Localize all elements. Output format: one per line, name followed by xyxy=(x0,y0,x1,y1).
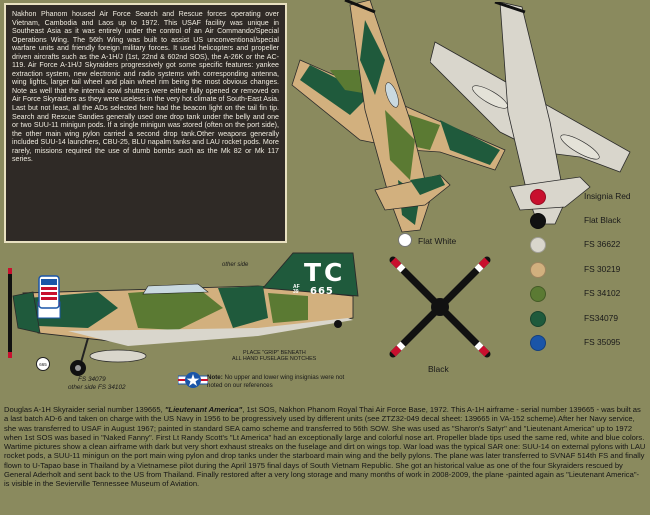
insignia-note xyxy=(207,374,357,390)
swatch-fs-35095 xyxy=(530,334,648,354)
tail-serial-prefix xyxy=(293,285,300,295)
description-lead: Douglas A-1H Skyraider serial number 139665, xyxy=(4,405,165,414)
intro-text: Nakhon Phanom housed Air Force Search and Rescue forces operating over Vietnam, Cambodia and Laos up to 1972. This USAF facility was unique in Southeast Asia as it was entirely under the control of an Air Commando/Special Operations Wing. The 56th Wing was built to assist US unconventional/special warfare units and friendly foreign military forces. It used helicopters and propeller driven aircrafts such as the A-1H/J (1st, 22nd & 602nd SOS), the A-26K or the AC-119. Air Force A-1H/J Skyraiders progressively got some specific features: yankee extraction system, new electronic and radio systems with corresponding antenna, wing lights, larger tail wheel and plain wheel rim being the most obvious changes. Note as well that the internal cowl shutters were either fully opened or removed on Air Force Skyraiders as they were useless in the very hot climate of South-East Asia. Last but not least, all the ADs selected here had the beacon light on the tail fin tip. Search and Rescue Sandies generally used one drop tank under the belly and one or two SUU-11 minigun pods. If a single minigun was stored (often on the port side), the other main wing pylon carried a second drop tank.Other weapons generally included SUU-14 launchers, CBU-25, BLU napalm tanks and LAU rocket pods. More rarely, missions required the use of dumb bombs such as the Mk 82 or Mk 117 series. xyxy=(12,10,279,164)
aircraft-name: "Lieutenant America" xyxy=(164,405,243,414)
swatch-label: FS34079 xyxy=(584,313,618,323)
swatch-dot xyxy=(530,262,546,278)
nose-art-closeup xyxy=(38,275,60,309)
swatch-fs-34079 xyxy=(530,310,648,330)
swatch-insignia-red xyxy=(530,188,648,208)
grip-notice-line2: ALL HAND FUSELAGE NOTCHES xyxy=(232,356,317,362)
description-body: , 1st SOS, Nakhon Phanom Royal Thai Air Force Base, 1972. This A-1H airframe - serial number 139665 - was built as a last batch AD-6 and taken on charge with the US Navy in 1956 to be progressively used by different units (see ZTZ32-049 decal sheet: 139665 in VA-152 scheme).After her Navy service, she was transferred to USAF in August 1967; painted in standard SEA camo scheme and transferred to 56th SOW. She was used as "Sharon's Satyr" and "Lieutenant America" up to 1972 when 1st SOS was based in "Naked Fanny". First Lt Randy Scott's "Lt America" had an exceptionally large and colorful nose art. Propeller blade tips used the same red, white and blue colors. Wartime pictures show a clean airframe with dark but very short exhaust streaks on the fuselage and dirt on wings top. War load was the typical SAR one: SUU-14 on external pylons with LAU rocket pods, a SUU-11 minigun on the port main wing pylon and drop tanks under the starboard main wing and the belly pylons. The plane was later transferred to SVNAF 514th FS and finally flown to U-Tapao base in Thailand by a Vietnamese pilot during the April 1975 final days of South Vietnam Republic. She got an historical value as one of the four Skyraiders rescued by General Aderholt and sent back to the US from Thailand. Finally restored after a very long storage and many months of work in 2008-2009, the plane -painted again as "Lieutenant America"- is visible in the Sevierville Tennessee Museum of Aviation. xyxy=(4,405,646,488)
swatch-dot xyxy=(530,213,546,229)
swatch-dot xyxy=(530,237,546,253)
other-side-fs-label: other side FS 34102 xyxy=(68,384,126,391)
swatch-label: FS 30219 xyxy=(584,264,621,274)
swatch-label: Insignia Red xyxy=(584,191,631,201)
serial-badge-number: 665 xyxy=(39,362,47,367)
swatch-dot xyxy=(530,286,546,302)
swatch-flat-black xyxy=(530,212,648,232)
swatch-label: FS 35095 xyxy=(584,337,621,347)
swatch-fs-30219 xyxy=(530,261,648,281)
intro-text-panel xyxy=(4,3,287,243)
note-body: No upper and lower wing insignias were not noted on our references xyxy=(207,374,345,389)
grip-notice-line1: PLACE "GRIP" BENEATH xyxy=(243,350,306,356)
serial-badge xyxy=(36,357,50,371)
propeller-diagram xyxy=(385,252,495,362)
swatch-fs-36622 xyxy=(530,236,648,256)
note-bold: Note: xyxy=(207,374,223,381)
black-label: Black xyxy=(428,364,449,374)
fs-34079-label: FS 34079 xyxy=(78,376,106,383)
aircraft-description xyxy=(4,405,646,513)
swatch-fs-34102 xyxy=(530,285,648,305)
usaf-roundel-icon xyxy=(178,370,208,390)
swatch-label: FS 36622 xyxy=(584,239,621,249)
tail-af-top: AF xyxy=(293,284,300,290)
swatch-dot xyxy=(530,189,546,205)
swatch-dot xyxy=(530,311,546,327)
tail-af-bottom: 39 xyxy=(293,289,299,295)
flat-white-label: Flat White xyxy=(418,236,457,246)
other-side-label: other side xyxy=(222,262,249,268)
swatch-label: FS 34102 xyxy=(584,288,621,298)
swatch-label: Flat Black xyxy=(584,215,621,225)
tail-serial: 665 xyxy=(310,286,334,297)
tail-code: TC xyxy=(304,258,346,287)
swatch-dot xyxy=(530,335,546,351)
flat-white-dot xyxy=(398,233,412,247)
